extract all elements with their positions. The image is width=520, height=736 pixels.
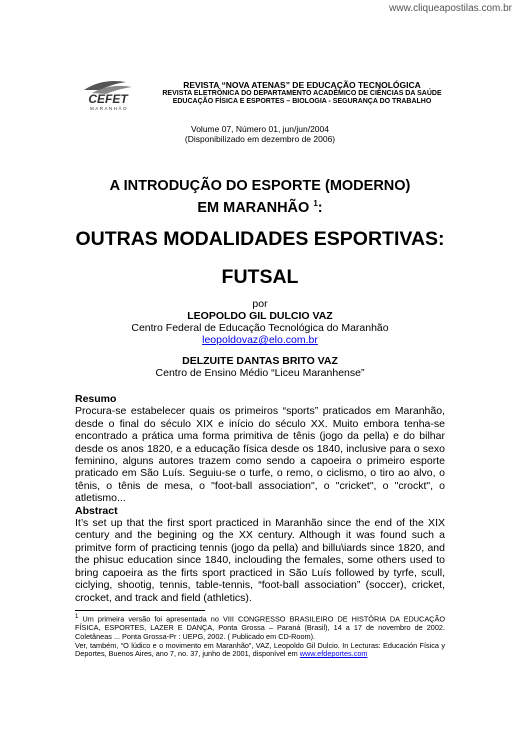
watermark-url: www.cliqueapostilas.com.br [389, 3, 512, 14]
journal-title-block [148, 80, 456, 106]
footnote-text-2: Ver, também, “O lúdico e o movimento em Maranhão”, VAZ, Leopoldo Gil Dulcio. In Lecturas: Educación Física y Deportes, Buenos Aires, ano 7, no. 37, junho de 2001, disponível em [75, 640, 445, 659]
title-line-2-suffix: : [317, 199, 323, 216]
footnote-text-1: Um primeira versão foi apresentada no VIII CONGRESSO BRASILEIRO DE HISTÓRIA DA EDUCAÇÃO FÍSICA, ESPORTES, LAZER E DANÇA, Ponta Grossa – Paraná (Brasil), 14 a 17 de novembro de 2002. Coletâneas ... Ponta Grossa-Pr : UEPG, 2002. ( Publicado em CD-Room). [75, 614, 445, 641]
subtitle-futsal: FUTSAL [221, 266, 299, 288]
main-title [0, 178, 520, 217]
availability-date: (Disponibilizado em dezembro de 2006) [184, 134, 336, 144]
subtitle-modalities: OUTRAS MODALIDADES ESPORTIVAS: [75, 228, 445, 250]
journal-name: REVISTA “NOVA ATENAS” DE EDUCAÇÃO TECNOLÓGICA [183, 80, 421, 90]
abstract-text: It’s set up that the first sport practiced in Maranhão since the end of the XIX century and the begining og the XX century. Although it was found such a primitve form of practicing tennis (jogo da pella) and billu\iards since 1820, and the phisuc education since 1840, inclouding the females, some others used to bring capoeira as the firts sport practiced in São Luís followed by tyrfe, scull, ciclying, shootig, tennis, table-tennis, “foot-ball association” (soccer), cricket, crocket, and track and field (athletics). [75, 517, 445, 604]
journal-header [78, 76, 456, 112]
journal-subtitle: REVISTA ELETRÔNICA DO DEPARTAMENTO ACADÊMICO DE CIÊNCIAS DA SAÚDE [162, 90, 442, 97]
title-footnote-mark: 1 [313, 199, 318, 208]
author-2-affiliation: Centro de Ensino Médio “Liceu Maranhense” [155, 367, 365, 379]
article-body [75, 393, 445, 604]
author-1-affiliation: Centro Federal de Educação Tecnológica do Maranhão [131, 322, 389, 334]
footnote-rule [75, 610, 205, 611]
cefet-logo [78, 76, 138, 112]
footnote-2 [75, 642, 445, 659]
logo-subtext: MARANHÃO [89, 106, 129, 111]
logo-text: CEFET [88, 92, 128, 106]
resumo-heading: Resumo [75, 393, 117, 405]
authors-block [0, 298, 520, 379]
title-line-2 [0, 195, 520, 217]
volume-info [0, 124, 520, 144]
footnote-mark: 1 [75, 613, 79, 620]
journal-areas: EDUCAÇÃO FÍSICA E ESPORTES – BIOLOGIA - SEGURANÇA DO TRABALHO [172, 98, 432, 105]
footnote [75, 613, 445, 659]
volume-number: Volume 07, Número 01, jun/jun/2004 [191, 124, 329, 134]
author-2-name: DELZUITE DANTAS BRITO VAZ [182, 355, 338, 367]
abstract-heading: Abstract [75, 504, 118, 517]
footnote-link[interactable]: www.efdeportes.com [299, 649, 368, 659]
footnote-1 [75, 613, 445, 642]
author-1-email-link[interactable]: leopoldovaz@elo.com.br [202, 334, 318, 346]
author-1-name: LEOPOLDO GIL DULCIO VAZ [187, 310, 333, 322]
title-line-2-text: EM MARANHÃO [197, 199, 310, 216]
by-label: por [252, 298, 268, 310]
resumo-text: Procura-se estabelecer quais os primeiros “sports” praticados em Maranhão, desde o final do século XIX e início do século XX. Muito embora tenha-se encontrado a prática uma forma primitiva de tênis (jogo da pella) e do bilhar desde os anos 1820, e a educação física desde os 1840, inclusive para o sexo feminino, alguns autores trazem como sendo a capoeira o primeiro esporte praticado em São Luís. Seguiu-se o turfe, o remo, o ciclismo, o tiro ao alvo, o tênis, o tênis de mesa, o "foot-ball association", o "cricket", o "crockt", o atletismo... [75, 405, 445, 505]
title-line-1: A INTRODUÇÃO DO ESPORTE (MODERNO) [109, 178, 411, 194]
